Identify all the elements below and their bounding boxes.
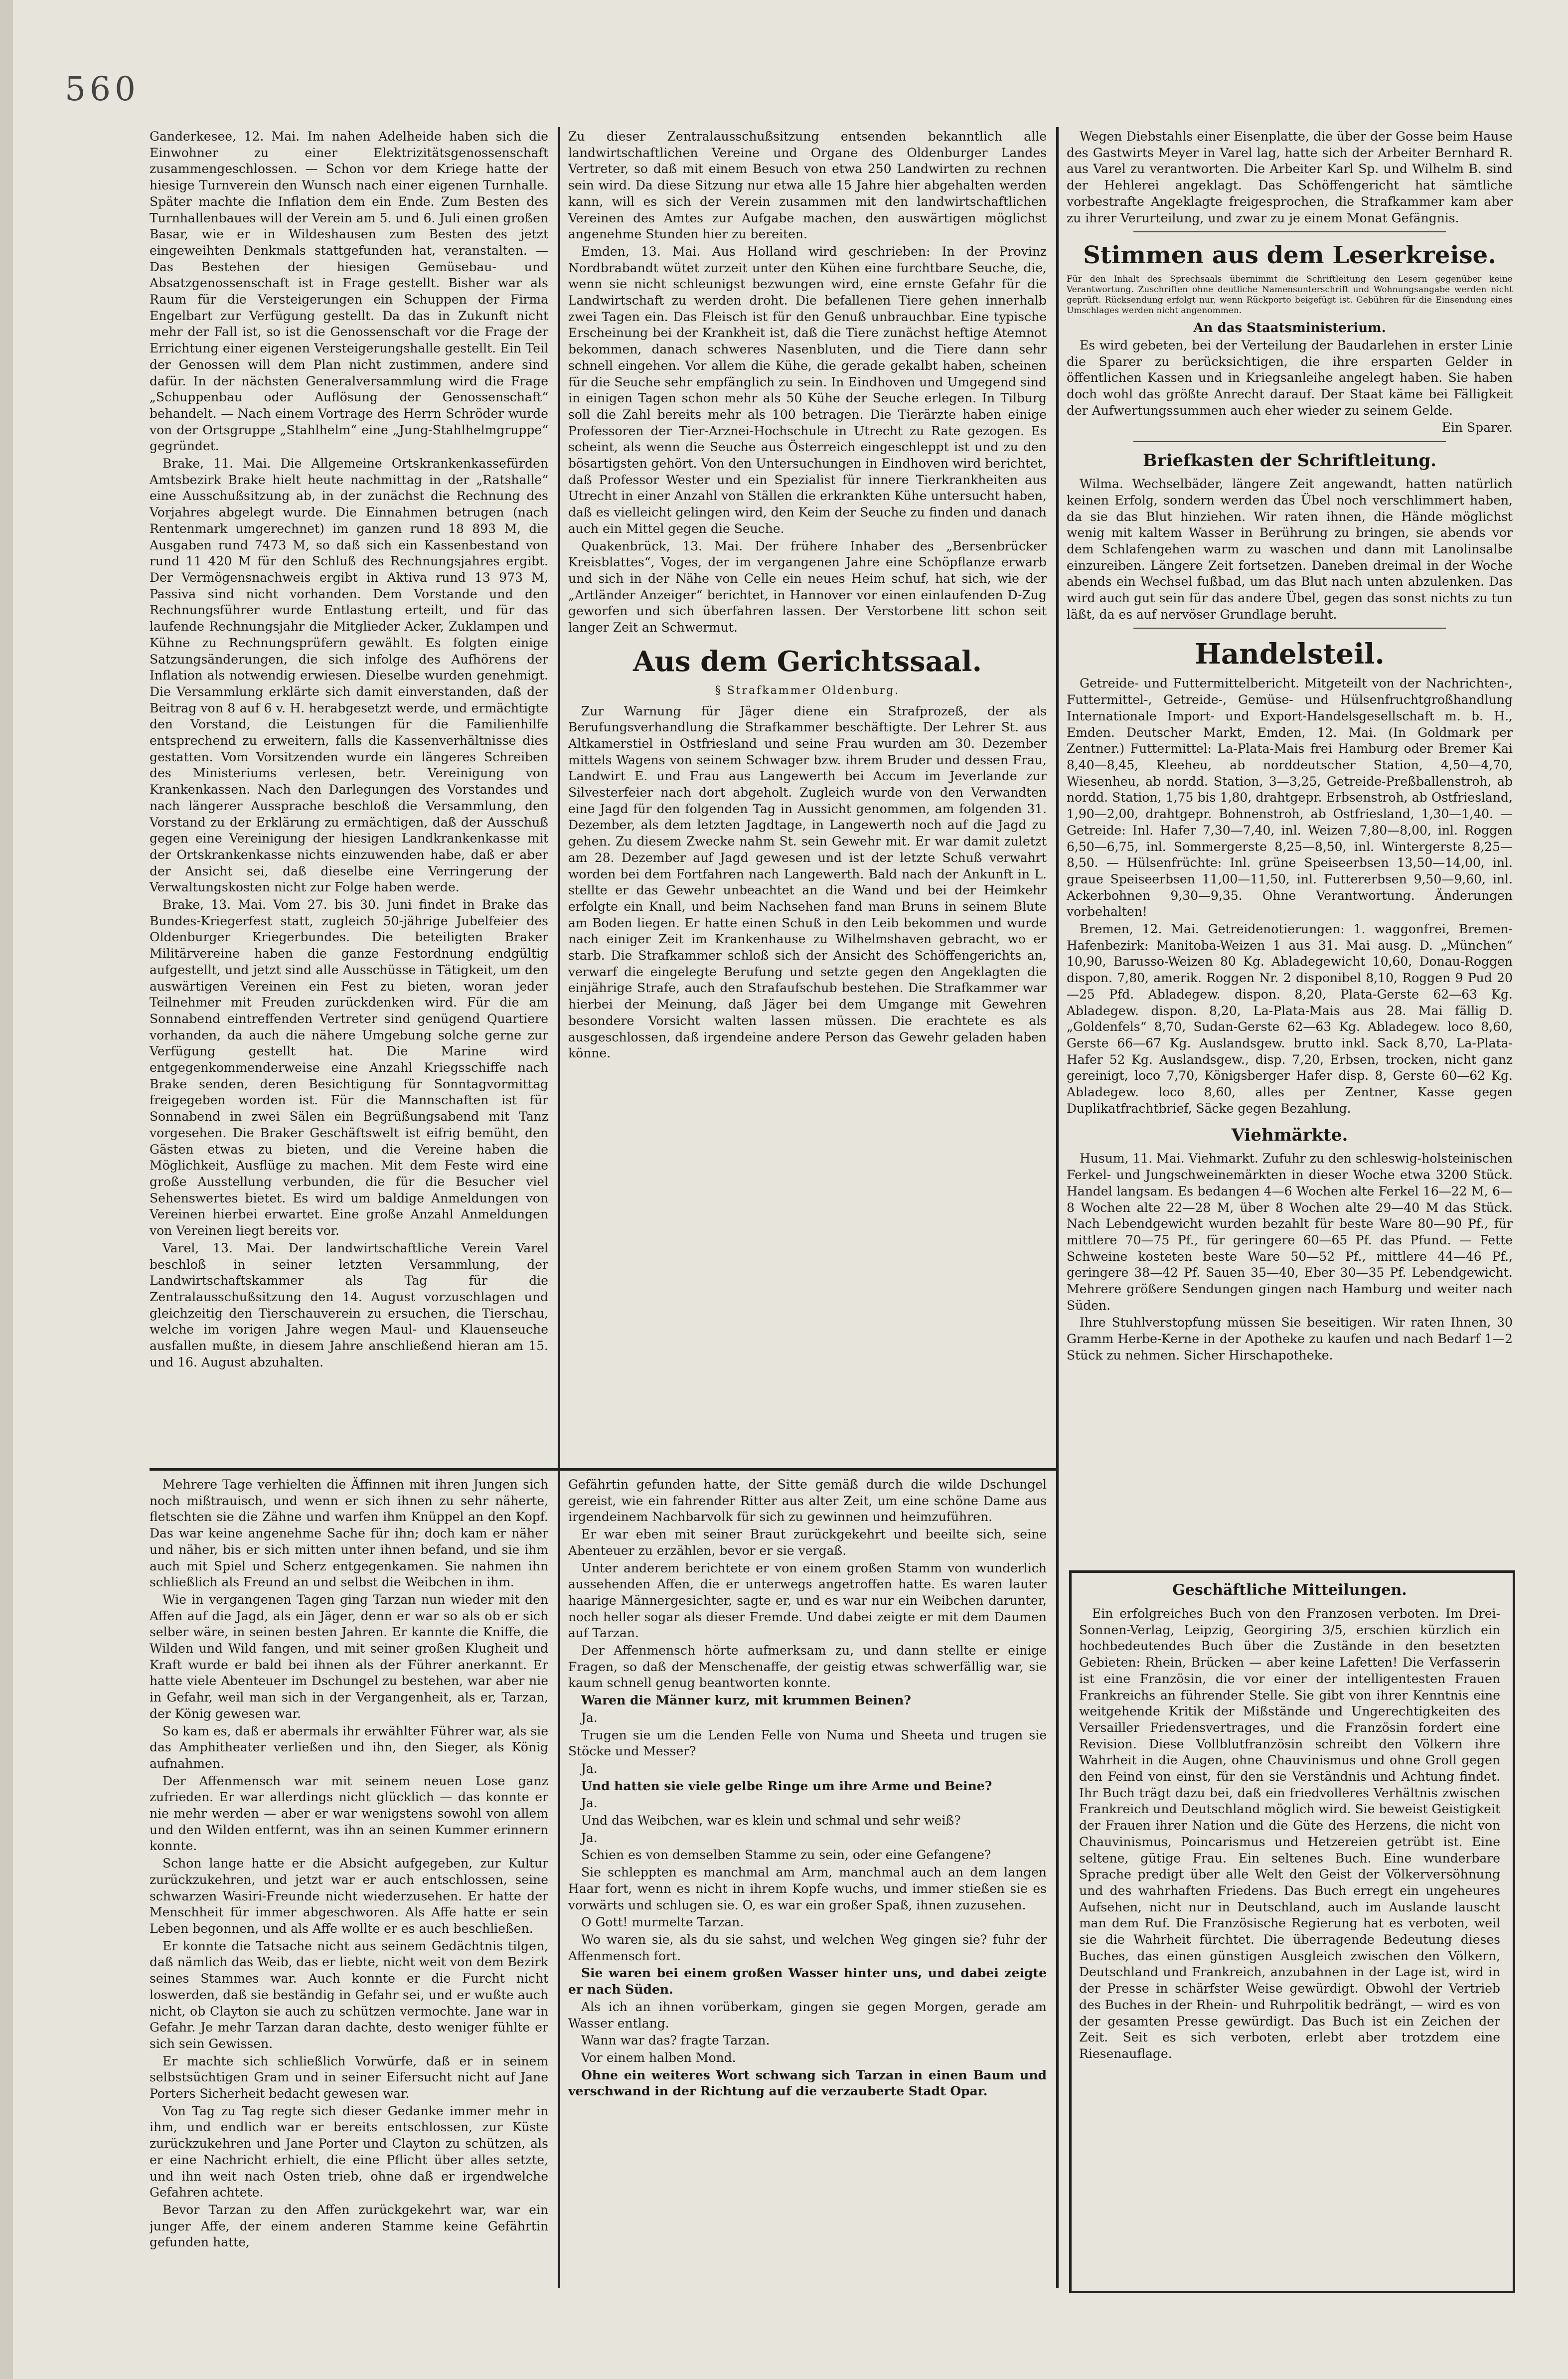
divider	[1133, 628, 1446, 629]
serial-dialogue: Sie schleppten es manchmal am Arm, manchmal auch an dem langen Haar fort, wenn es nicht in ihrem Kopfe wuchs, und immer stießen sie es vorwärts und schlugen sie. O, es war ein großer Spaß, ihnen zuzusehen.	[568, 1865, 1047, 1912]
page-edge	[0, 0, 13, 2379]
serial-paragraph: Bevor Tarzan zu den Affen zurückgekehrt war, war ein junger Affe, der einem anderen Stamme keine Gefährtin gefunden hatte,	[150, 2202, 548, 2250]
serial-paragraph: Unter anderem berichtete er von einem großen Stamm von wunderlich aussehenden Affen, die er unterwegs angetroffen hatte. Es waren lauter haarige Männergesichter, sagte er, und es war nur ein Weibchen darunter, noch heller sogar als dieser Fremde. Und dabei zeigte er mit dem Daumen auf Tarzan.	[568, 1560, 1047, 1641]
pharmacy-note: Ihre Stuhlverstopfung müssen Sie beseitigen. Wir raten Ihnen, 30 Gramm Herbe-Kerne in der Apotheke zu kaufen und nach Bedarf 1—2 Stück zu nehmen. Sicher Hirschapotheke.	[1067, 1315, 1513, 1362]
column-rule-1	[558, 127, 560, 1468]
serial-paragraph: Er konnte die Tatsache nicht aus seinem Gedächtnis tilgen, daß nämlich das Weib, das er liebte, nicht weit von dem Bezirk seines Stammes war. Auch konnte er die Furcht nicht loswerden, daß sie beständig in Gefahr sei, und er wußte auch nicht, ob Clayton sie auch zu schützen vermochte. Jane war in Gefahr. Je mehr Tarzan daran dachte, desto weniger fühlte er sich sein Gewissen.	[150, 1938, 548, 2051]
readers-text: Es wird gebeten, bei der Verteilung der Baudarlehen in erster Linie die Sparer zu berücksichtigen, die ihre ersparten Gelder in öffentlichen Kassen und in Kriegsanleihe angelegt haben. Sie haben doch wohl das größte Anrecht darauf. Der Staat käme bei Fälligkeit der Aufwertungssummen auch eher wieder zu seinem Gelde.	[1067, 338, 1513, 418]
business-box-text: Ein erfolgreiches Buch von den Franzosen verboten. Im Drei-Sonnen-Verlag, Leipzig, Georgiring 3/5, erschien kürzlich ein hochbedeutendes Buch über die Zustände in den besetzten Gebieten: Rhein, Brücken — aber keine Lafetten! Die Verfasserin ist eine Französin, die vor einer der intelligentesten Frauen Frankreichs an führender Stelle. Sie gibt von ihrer Kenntnis eine weitgehende Kritik der Mißstände und Ungerechtigkeiten des Versailler Friedensvertrages, und die Französin fordert eine Revision. Diese Vollblutfranzösin schreibt den Völkern ihre Wahrheit in die Augen, ohne Chauvinismus und ohne Groll gegen den Feind von einst, für den sie Verständnis und Achtung findet. Ihr Buch trägt dazu bei, daß ein friedvolleres Verhältnis zwischen Frankreich und Deutschland möglich wird. Sie beweist Geistigkeit der Frauen ihrer Nation und die Güte des Herzens, die nicht von Chauvinismus, Poincarismus und Hetzereien getrübt ist. Eine seltene, gütige Frau. Ein seltenes Buch. Eine wunderbare Sprache predigt über alle Welt den Geist der Völkerversöhnung und des wahrhaften Friedens. Das Buch erregt ein ungeheures Aufsehen, nicht nur in Deutschland, auch im Auslande lauscht man dem Ruf. Die Französische Regierung hat es verboten, weil sie die Wahrheit fürchtet. Die überragende Bedeutung dieses Buches, das einen günstigen Ausgleich zwischen den Völkern, Deutschland und Frankreich, anzubahnen in der Lage ist, wird in der Presse in schärfster Weise gewürdigt. Obwohl der Vertrieb des Buches in der Rhein- und Ruhrpolitik bedrängt, — wird es von der gesamten Presse gewürdigt. Das Buch ist ein Zeichen der Zeit. Seit es sich verboten, erlebt aber trotzdem eine Riesenauflage.	[1079, 1606, 1500, 2061]
serial-dialogue: Schien es von demselben Stamme zu sein, oder eine Gefangene?	[581, 1848, 991, 1863]
column-rule-2	[1056, 127, 1059, 2288]
court-section-text: Zur Warnung für Jäger diene ein Strafprozeß, der als Berufungsverhandlung die Strafkammer beschäftigte. Der Lehrer St. aus Altkamerstiel in Ostfriesland und seine Frau wurden am 30. Dezember mittels Wagens von seinem Schwager bzw. ihrem Bruder und dessen Frau, Landwirt E. und Frau aus Langewerth bei Accum im Jeverlande zur Silvesterfeier nach dort abgeholt. Zugleich wurde von den Verwandten eine Jagd für den folgenden Tag in Aussicht genommen, am folgenden 31. Dezember, als dem letzten Jagdtage, in Langewerth noch auf die Jagd zu gehen. Zu diesem Zwecke nahm St. sein Gewehr mit. Er war damit zuletzt am 28. Dezember auf Jagd gewesen und ist der letzte Schuß verwahrt worden bei dem Fortfahren nach Langewerth. Bald nach der Ankunft in L. stellte er das Gewehr unbeachtet an die Wand und bei der Heimkehr erfolgte ein Knall, und beim Nachsehen fand man Bruns in seinem Blute am Boden liegen. Er hatte einen Schuß in den Leib bekommen und wurde nach einiger Zeit im Krankenhause zu Wilhelmshaven gebracht, wo er starb. Die Strafkammer schloß sich der Ansicht des Schöffengerichts an, verwarf die eingelegte Berufung und setzte gegen den Angeklagten die einjährige Strafe, auch den Strafaufschub bestehen. Die Strafkammer war hierbei der Meinung, daß Jäger bei dem Umgange mit Gewehren besondere Vorsicht walten lassen müssen. Die erachtete es als ausgeschlossen, daß irgendeine andere Person das Gewehr geladen haben könne.	[568, 703, 1047, 1061]
readers-signature: Ein Sparer.	[1441, 420, 1513, 435]
serial-paragraph: Er war eben mit seiner Braut zurückgekehrt und beeilte sich, seine Abenteuer zu erzählen, bevor er sie vergaß.	[568, 1527, 1047, 1558]
serial-dialogue: Ja.	[581, 1761, 598, 1776]
serial-paragraph: Wie in vergangenen Tagen ging Tarzan nun wieder mit den Affen auf die Jagd, als ein Jäger, denn er war so als ob er sich selber wäre, in seinen besten Jahren. Er kannte die Kniffe, die Wilden und Wild fangen, und mit seiner großen Klugheit und Kraft wurde er bald bei ihnen als der Führer anerkannt. Er hatte viele Abenteuer im Dschungel zu bestehen, war aber nie in Gefahr, weil man sich in der Vergangenheit, als er, Tarzan, der König gewesen war.	[150, 1592, 548, 1721]
article-varel-continued: Zu dieser Zentralausschußsitzung entsenden bekanntlich alle landwirtschaftlichen Vereine und Organe des Oldenburger Landes Vertreter, so daß mit einem Besuch von etwa 250 Landwirten zu rechnen sein wird. Da diese Sitzung nur etwa alle 15 Jahre hier abgehalten werden kann, will es sich der Verein zusammen mit den landwirtschaftlichen Vereinen des Amtes zur Aufgabe machen, den auswärtigen möglichst angenehme Stunden hier zu bereiten.	[568, 129, 1047, 242]
serial-dialogue: Vor einem halben Mond.	[581, 2050, 736, 2065]
readers-section-title: Stimmen aus dem Leserkreise.	[1083, 241, 1496, 270]
serial-dialogue: Als ich an ihnen vorüberkam, gingen sie gegen Morgen, gerade am Wasser entlang.	[568, 1999, 1047, 2031]
article-brake-kriegerfest: Brake, 13. Mai. Vom 27. bis 30. Juni findet in Brake das Bundes-Kriegerfest statt, zugleich 50-jährige Jubelfeier des Oldenburger Kriegerbundes. Die beteiligten Braker Militärvereine haben die ganze Festordnung endgültig aufgestellt, und jetzt sind alle Ausschüsse in Tätigkeit, um den auswärtigen Vereinen ein Fest zu bieten, woran jeder Teilnehmer mit Freuden zurückdenken wird. Für die am Sonnabend eintreffenden Vertreter sind genügend Quartiere vorhanden, da auch die nähere Umgebung solche gerne zur Verfügung gestellt hat. Die Marine wird entgegenkommenderweise eine Anzahl Kriegsschiffe nach Brake senden, deren Besichtigung für Sonntagvormittag freigegeben worden ist. Für die Mannschaften ist für Sonnabend in zwei Sälen ein Begrüßungsabend mit Tanz vorgesehen. Die Braker Geschäftswelt ist eifrig bemüht, den Gästen etwas zu bieten, und die Vereine haben die Möglichkeit, Ausflüge zu machen. Mit dem Feste wird eine große Ausstellung verbunden, die für die Besucher viel Sehenswertes bietet. Es wird um baldige Anmeldungen von Vereinen hierbei erwartet. Eine große Anzahl Anmeldungen von Vereinen liegt bereits vor.	[150, 897, 548, 1238]
readers-heading: An das Staatsministerium.	[1193, 321, 1386, 336]
serial-column-left	[150, 1477, 548, 2284]
court-section-subtitle: § Strafkammer Oldenburg.	[715, 684, 900, 697]
divider	[1133, 441, 1446, 442]
serial-dialogue: Trugen sie um die Lenden Felle von Numa und Sheeta und trugen sie Stöcke und Messer?	[568, 1727, 1047, 1759]
cattle-markets-title: Viehmärkte.	[1231, 1125, 1348, 1146]
serial-paragraph: Schon lange hatte er die Absicht aufgegeben, zur Kultur zurückzukehren, und jetzt war er auch entschlossen, seine schwarzen Wasiri-Freunde nicht wiederzusehen. Er hatte der Menschheit für immer abgeschworen. Als Affe hatte er sein Leben begonnen, und als Affe wollte er es auch beschließen.	[150, 1856, 548, 1936]
section-rule	[150, 1468, 1056, 1471]
serial-paragraph: Der Affenmensch hörte aufmerksam zu, und dann stellte er einige Fragen, so daß der Menschenaffe, der geistig etwas schwerfällig war, sie kaum schnell genug beantworten konnte.	[568, 1643, 1047, 1691]
serial-paragraph: Ohne ein weiteres Wort schwang sich Tarzan in einen Baum und verschwand in der Richtung auf die verzauberte Stadt Opar.	[568, 2067, 1047, 2099]
article-brake-krankenkasse: Brake, 11. Mai. Die Allgemeine Ortskrankenkassefürden Amtsbezirk Brake hielt heute nachmittag in der „Ratshalle“ eine Ausschußsitzung ab, in der zunächst die Rechnung des Vorjahres abgelegt wurde. Die Einnahmen betrugen (nach Rentenmark umgerechnet) im ganzen rund 18 893 M, die Ausgaben rund 7473 M, so daß sich ein Kassenbestand von rund 11 420 M für den Schluß des Rechnungsjahres ergibt. Der Vermögensnachweis ergibt in Aktiva rund 13 973 M, Passiva sind nicht vorhanden. Dem Vorstande und den Rechnungsführer wurde Entlastung erteilt, und für das laufende Rechnungsjahr die Mitglieder Acker, Zuklampen und Kühne zu Rechnungsprüfern gewählt. Es folgten einige Satzungsänderungen, die sich infolge des Aufhörens der Inflation als notwendig erwiesen. Dieselbe wurden genehmigt. Die Versammlung erklärte sich damit einverstanden, daß der Beitrag von 8 auf 6 v. H. herabgesetzt werde, und ermächtigte den Vorstand, die Leistungen für die Familienhilfe entsprechend zu erweitern, falls die Kassenverhältnisse dies gestatten. Vom Vorsitzenden wurde ein längeres Schreiben des Ministeriums verlesen, betr. Vereinigung von Krankenkassen. Nach den Darlegungen des Vorstandes und nach längerer Aussprache beschloß die Versammlung, den Vorstand zu der Erklärung zu ermächtigen, daß der Ausschuß gegen eine Vereinigung der hiesigen Landkrankenkasse mit der Ortskrankenkasse nichts einzuwenden habe, daß er aber der Ansicht sei, daß dieselbe eine Verringerung der Verwaltungskosten nicht zur Folge haben werde.	[150, 456, 548, 895]
column-rule-3	[558, 1471, 560, 2288]
article-emden: Emden, 13. Mai. Aus Holland wird geschrieben: In der Provinz Nordbrabandt wütet zurzeit unter den Kühen eine furchtbare Seuche, die, wenn sie nicht schleunigst bezwungen wird, eine ernste Gefahr für die Landwirtschaft zu werden droht. Die befallenen Tiere gehen innerhalb zwei Tagen ein. Das Fleisch ist für den Genuß unbrauchbar. Eine typische Erscheinung bei der Krankheit ist, daß die Tiere zunächst heftige Atemnot bekommen, danach schweres Nasenbluten, und die Tiere dann sehr schnell eingehen. Vor allem die Kühe, die gerade gekalbt haben, scheinen für die Seuche sehr empfänglich zu sein. In Eindhoven und Umgegend sind in einigen Tagen schon mehr als 50 Kühe der Seuche erlegen. In Tilburg soll die Zahl bereits mehr als 100 betragen. Die Tierärzte haben einige Professoren der Tier-Arznei-Hochschule in Utrecht zu Rate gezogen. Es scheint, als wenn die Seuche aus Österreich eingeschleppt ist und zu den bösartigsten gehört. Von den Untersuchungen in Eindhoven wird berichtet, daß Professor Wester und ein Spezialist für innere Tierkrankheiten aus Utrecht in einer Anzahl von Ställen die erkrankten Kühe untersucht haben, daß es vielleicht gelingen wird, den Keim der Seuche zu finden und danach auch ein Mittel gegen die Seuche.	[568, 244, 1047, 536]
serial-dialogue: Und das Weibchen, war es klein und schmal und sehr weiß?	[581, 1813, 961, 1828]
article-quakenbrueck: Quakenbrück, 13. Mai. Der frühere Inhaber des „Bersenbrücker Kreisblattes“, Voges, der im vergangenen Jahre eine Schöpflanze erwarb und sich in der Nähe von Celle ein neues Heim schuf, hat sich, wie der „Artländer Anzeiger“ berichtet, in Hannover vor einen einlaufenden D-Zug geworfen und sich überfahren lassen. Der Verstorbene litt schon seit langer Zeit an Schwermut.	[568, 538, 1047, 635]
trade-section-title: Handelsteil.	[1194, 638, 1385, 671]
article-varel: Varel, 13. Mai. Der landwirtschaftliche Verein Varel beschloß in seiner letzten Versammlung, der Landwirtschaftskammer als Tag für die Zentralausschußsitzung den 14. August vorzuschlagen und gleichzeitig den Tierschauverein zu ersuchen, die Tierschau, welche im vorigen Jahre wegen Maul- und Klauenseuche ausfallen mußte, in diesem Jahre anschließend hieran am 15. und 16. August abzuhalten.	[150, 1240, 548, 1369]
serial-paragraph: Von Tag zu Tag regte sich dieser Gedanke immer mehr in ihm, und endlich war er bereits entschlossen, zur Küste zurückzukehren und Jane Porter und Clayton zu schützen, als er eine Nachricht erhielt, die eine Pflicht über alles setzte, und ihn weit nach Osten trieb, ohne daß er irgendwelche Gefahren achtete.	[150, 2103, 548, 2200]
serial-dialogue: Wo waren sie, als du sie sahst, und welchen Weg gingen sie? fuhr der Affenmensch fort.	[568, 1932, 1047, 1963]
serial-dialogue: Waren die Männer kurz, mit krummen Beinen?	[581, 1693, 911, 1708]
article-varel-theft: Wegen Diebstahls einer Eisenplatte, die über der Gosse beim Hause des Gastwirts Meyer in Varel lag, hatte sich der Arbeiter Bernhard R. aus Varel zu verantworten. Die Arbeiter Karl Sp. und Wilhelm B. sind der Hehlerei angeklagt. Das Schöffengericht hat sämtliche vorbestrafte Angeklagte freigesprochen, die Strafkammer kam aber zu ihrer Verurteilung, und zwar zu je einem Monat Gefängnis.	[1067, 129, 1513, 225]
readers-disclaimer: Für den Inhalt des Sprechsaals übernimmt die Schriftleitung den Lesern gegenüber keine Verantwortung. Zuschriften ohne deutliche Namensunterschrift und Wohnungsangabe werden nicht geprüft. Rücksendung erfolgt nur, wenn Rückporto beigefügt ist. Gebühren für die Einsendung eines Umschlages werden nicht angenommen.	[1067, 274, 1513, 316]
serial-dialogue: O Gott! murmelte Tarzan.	[581, 1915, 744, 1930]
serial-dialogue: Wann war das? fragte Tarzan.	[581, 2033, 770, 2048]
page-number: 560	[65, 70, 140, 108]
serial-dialogue: Ja.	[581, 1830, 598, 1845]
bremen-report: Bremen, 12. Mai. Getreidenotierungen: 1. waggonfrei, Bremen-Hafenbezirk: Manitoba-Weizen 1 aus 31. Mai ausg. D. „München“ 10,90, Barusso-Weizen 80 Kg. Abladegewicht 10,60, Donau-Roggen dispon. 7,80, amerik. Roggen Nr. 2 disponibel 8,10, Roggen 9 Pud 20—25 Pfd. Abladegew. dispon. 8,20, Plata-Gerste 62—63 Kg. Abladegew. dispon. 8,20, La-Plata-Mais aus 28. Mai fällig D. „Goldenfels“ 8,70, Sudan-Gerste 62—63 Kg. Abladegew. loco 8,60, Gerste 66—67 Kg. Auslandsgew. brutto inkl. Sack 8,70, La-Plata-Hafer 52 Kg. Auslandsgew., disp. 7,20, Erbsen, trocken, nicht ganz gereinigt, loco 7,70, Königsberger Hafer disp. 8, Gerste 60—62 Kg. Abladegew. loco 8,60, alles per Zentner, Kasse gegen Duplikatfrachtbrief, Säcke gegen Bezahlung.	[1067, 922, 1513, 1116]
serial-paragraph: Gefährtin gefunden hatte, der Sitte gemäß durch die wilde Dschungel gereist, wie ein fahrender Ritter aus alter Zeit, um eine schöne Dame aus irgendeinem Nachbarvolk für sich zu gewinnen und heimzuführen.	[568, 1477, 1047, 1525]
business-box	[1079, 1578, 1500, 2281]
article-ganderkesee: Ganderkesee, 12. Mai. Im nahen Adelheide haben sich die Einwohner zu einer Elektrizitätsgenossenschaft zusammengeschlossen. — Schon vor dem Kriege hatte der hiesige Turnverein den Wunsch nach einer eigenen Turnhalle. Später machte die Inflation dem ein Ende. Zum Besten des Turnhallenbaues will der Verein am 5. und 6. Juli einen großen Basar, wie er in Wildeshausen zum Besten des jetzt eingeweihten Denkmals stattgefunden hat, veranstalten. — Das Bestehen der hiesigen Gemüsebau- und Absatzgenossenschaft ist in Frage gestellt. Bisher war als Raum für die Versteigerungen ein Schuppen der Firma Engelbart zur Verfügung gestellt. Da das in Zukunft nicht mehr der Fall ist, so ist die Genossenschaft vor die Frage der Errichtung einer eigenen Versteigerungshalle gestellt. Ein Teil der Genossen will dem Plan nicht zustimmen, andere sind dafür. In der nächsten Generalversammlung wird die Frage „Schuppenbau oder Auflösung der Genossenschaft“ behandelt. — Nach einem Vortrage des Herrn Schröder wurde von der Ortsgruppe „Stahlhelm“ eine „Jung-Stahlhelmgruppe“ gegründet.	[150, 129, 548, 454]
divider	[1133, 231, 1446, 232]
letterbox-title: Briefkasten der Schriftleitung.	[1143, 451, 1436, 471]
letterbox-text: Wilma. Wechselbäder, längere Zeit angewandt, hatten natürlich keinen Erfolg, sondern werden das Übel noch verschlimmert haben, da sie das Blut hinziehen. Wir raten ihnen, die Hände möglichst wenig mit kaltem Wasser in Berührung zu bringen, sie abends vor dem Schlafengehen warm zu waschen und dann mit Lanolinsalbe einzureiben. Längere Zeit fortsetzen. Daneben dreimal in der Woche abends ein Wechsel fußbad, um das Blut nach unten abzulenken. Das wird auch gut sein für das andere Übel, gegen das sonst nichts zu tun läßt, da es auf nervöser Grundlage beruht.	[1067, 477, 1513, 622]
serial-dialogue: Und hatten sie viele gelbe Ringe um ihre Arme und Beine?	[581, 1778, 992, 1793]
serial-dialogue: Ja.	[581, 1710, 598, 1725]
serial-paragraph: Mehrere Tage verhielten die Äffinnen mit ihren Jungen sich noch mißtrauisch, und wenn er sich ihnen zu sehr näherte, fletschten sie die Zähne und warfen ihm Knüppel an den Kopf. Das war keine angenehme Sache für ihn; doch kam er näher und näher, bis er sich mitten unter ihnen befand, und sie ihm auch mit Spiel und Scherz entgegenkamen. Sie nahmen ihn schließlich als Freund an und selbst die Weibchen in ihm.	[150, 1477, 548, 1590]
serial-paragraph: So kam es, daß er abermals ihr erwählter Führer war, als sie das Amphitheater verließen und ihn, den Sieger, als König aufnahmen.	[150, 1723, 548, 1771]
column-right	[1067, 129, 1513, 1564]
column-top-left	[150, 129, 548, 1465]
serial-paragraph: Der Affenmensch war mit seinem neuen Lose ganz zufrieden. Er war allerdings nicht glücklich — das konnte er nie mehr werden — aber er war wenigstens sowohl von allem und den Wilden entfernt, was ihn an seinen Kummer erinnern konnte.	[150, 1773, 548, 1854]
serial-column-middle	[568, 1477, 1047, 2284]
business-box-title: Geschäftliche Mitteilungen.	[1172, 1581, 1407, 1599]
court-section-title: Aus dem Gerichtssaal.	[632, 645, 982, 678]
serial-dialogue: Sie waren bei einem großen Wasser hinter uns, und dabei zeigte er nach Süden.	[568, 1966, 1047, 1997]
serial-dialogue: Ja.	[581, 1796, 598, 1811]
serial-paragraph: Er machte sich schließlich Vorwürfe, daß er in seinem selbstsüchtigen Gram und in seiner Eifersucht nicht auf Jane Porters Sicherheit bedacht gewesen war.	[150, 2053, 548, 2101]
cattle-markets-text: Husum, 11. Mai. Viehmarkt. Zufuhr zu den schleswig-holsteinischen Ferkel- und Jungschweinemärkten in dieser Woche etwa 3200 Stück. Handel langsam. Es bedangen 4—6 Wochen alte Ferkel 16—22 M, 6—8 Wochen alte 22—28 M, über 8 Wochen alte 29—40 M das Stück. Nach Lebendgewicht wurden bezahlt für beste Ware 80—90 Pf., für mittlere 70—75 Pf., für geringere 60—65 Pf. das Pfund. — Fette Schweine kosteten beste Ware 50—52 Pf., mittlere 44—46 Pf., geringere 38—42 Pf. Sauen 35—40, Eber 30—35 Pf. Lebendgewicht. Mehrere größere Sendungen gingen nach Hamburg und weiter nach Süden.	[1067, 1151, 1513, 1313]
trade-report: Getreide- und Futtermittelbericht. Mitgeteilt von der Nachrichten-, Futtermittel-, Getreide-, Gemüse- und Hülsenfruchtgroßhandlung Internationale Import- und Export-Handelsgesellschaft m. b. H., Emden. Deutscher Markt, Emden, 12. Mai. (In Goldmark per Zentner.) Futtermittel: La-Plata-Mais frei Hamburg oder Bremer Kai 8,40—8,45, Kleeheu, ab norddeutscher Station, 4,50—4,70, Wiesenheu, ab nordd. Station, 3—3,25, Getreide-Preßballenstroh, ab nordd. Station, 1,75 bis 1,80, drahtgepr. Erbsenstroh, ab Ostfriesland, 1,90—2,00, drahtgepr. Bohnenstroh, ab Ostfriesland, 1,30—1,40. — Getreide: Inl. Hafer 7,30—7,40, inl. Weizen 7,80—8,00, inl. Roggen 6,50—6,75, inl. Sommergerste 8,25—8,50, inl. Wintergerste 8,25—8,50. — Hülsenfrüchte: Inl. grüne Speiseerbsen 13,50—14,00, inl. graue Speiseerbsen 11,00—11,50, inl. Futtererbsen 9,50—9,60, inl. Ackerbohnen 9,30—9,35. Ohne Verantwortung. Änderungen vorbehalten!	[1067, 676, 1513, 919]
column-top-middle	[568, 129, 1047, 1465]
